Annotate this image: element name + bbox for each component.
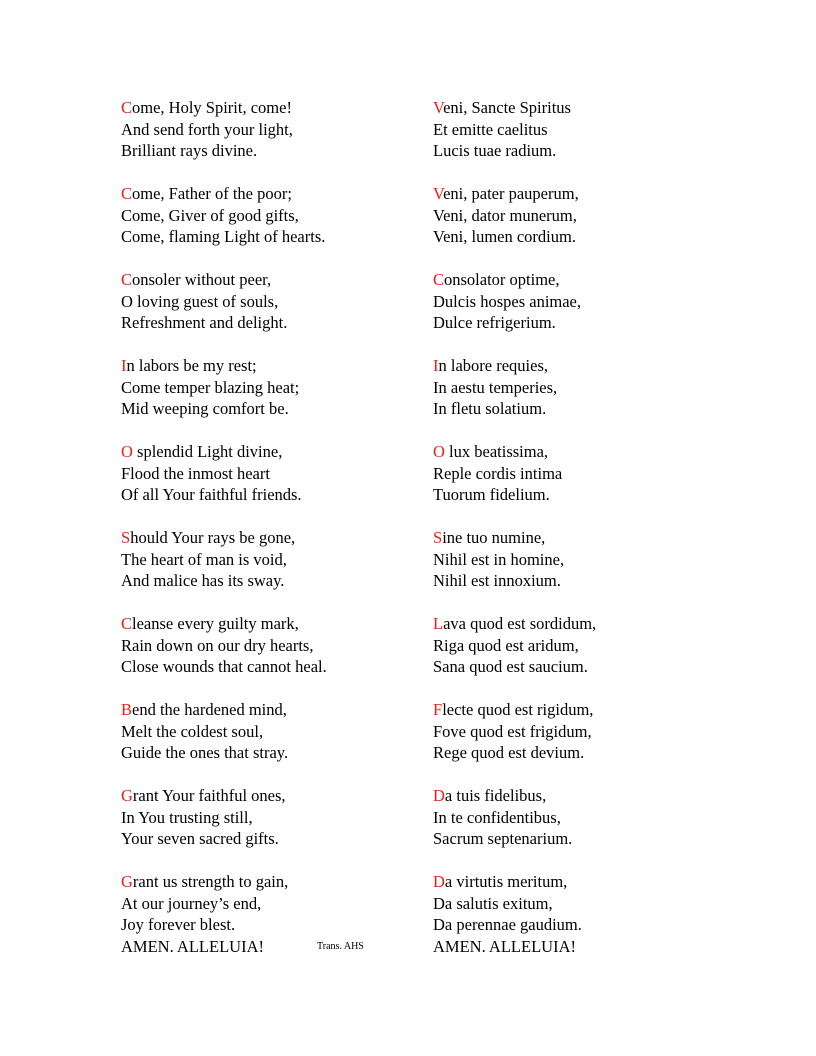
latin-closing: AMEN. ALLELUIA! [433,936,576,956]
english-stanza-initial: C [121,184,133,203]
english-verse-line [121,914,421,936]
latin-stanza [433,183,733,248]
latin-stanza [433,699,733,764]
latin-verse-text: Lucis tuae radium. [433,141,557,160]
latin-stanza [433,527,733,592]
english-verse-text: Close wounds that cannot heal. [121,657,327,676]
english-verse-line [121,205,421,227]
english-stanza-initial: C [121,270,133,289]
english-verse-line [121,463,421,485]
latin-stanza-initial: I [433,356,439,375]
english-verse-line [121,721,421,743]
english-stanza [121,613,421,678]
latin-verse-line [433,441,733,463]
english-verse-text: Come temper blazing heat; [121,377,300,397]
latin-verse-line [433,355,733,377]
english-verse-line [121,613,421,635]
english-verse-line [121,742,421,764]
english-verse-line [121,635,421,657]
latin-verse-text: Da perennae gaudium. [433,915,582,934]
english-verse-text: And malice has its sway. [121,571,285,590]
english-stanza-initial: B [121,700,133,719]
latin-verse-line [433,656,733,678]
english-verse-text: ome, Holy Spirit, come! [132,98,292,117]
english-verse-line [121,785,421,807]
latin-verse-line [433,914,733,936]
latin-verse-line [433,527,733,549]
latin-stanza-initial: V [433,184,444,203]
english-verse-text: Flood the inmost heart [121,463,270,483]
latin-stanza [433,355,733,420]
english-verse-line [121,893,421,915]
english-closing: AMEN. ALLELUIA! [121,936,264,956]
english-stanza-initial: S [121,528,131,547]
english-verse-text: onsoler without peer, [132,270,272,289]
english-verse-line [121,699,421,721]
latin-stanza-initial: V [433,98,444,117]
english-stanza [121,269,421,334]
latin-stanza-initial: D [433,872,445,891]
latin-stanza-initial: F [433,700,443,719]
english-stanza-initial: G [121,786,133,805]
english-verse-line [121,291,421,313]
latin-verse-line [433,205,733,227]
english-stanza [121,699,421,764]
latin-stanza-initial: L [433,614,444,633]
latin-verse-line [433,549,733,571]
english-verse-text: Come, flaming Light of hearts. [121,227,326,246]
english-verse-line [121,441,421,463]
english-verse-line [121,398,421,420]
english-verse-text: And send forth your light, [121,119,293,139]
latin-stanza-initial: D [433,786,445,805]
latin-verse-line [433,828,733,850]
english-stanza [121,97,421,162]
english-stanza-initial: G [121,872,133,891]
latin-verse-line [433,183,733,205]
english-verse-line [121,183,421,205]
latin-verse-line [433,140,733,162]
english-verse-line [121,140,421,162]
english-stanza [121,183,421,248]
latin-verse-text: In aestu temperies, [433,377,558,397]
latin-verse-text: In te confidentibus, [433,807,561,827]
english-verse-text: Brilliant rays divine. [121,141,258,160]
latin-verse-line [433,635,733,657]
latin-stanzas [433,97,733,936]
english-verse-text: splendid Light divine, [132,442,283,461]
english-stanza [121,441,421,506]
english-verse-line [121,828,421,850]
english-verse-text: Joy forever blest. [121,915,236,934]
latin-verse-text: Tuorum fidelium. [433,485,550,504]
english-verse-line [121,355,421,377]
latin-verse-line [433,463,733,485]
latin-verse-line [433,613,733,635]
english-stanza [121,527,421,592]
latin-verse-line [433,291,733,313]
latin-stanza-initial: C [433,270,445,289]
latin-stanza [433,441,733,506]
english-verse-line [121,807,421,829]
english-verse-line [121,871,421,893]
latin-verse-text: Dulce refrigerium. [433,313,556,332]
english-verse-line [121,527,421,549]
english-verse-text: O loving guest of souls, [121,291,279,311]
latin-verse-line [433,742,733,764]
translator-credit: Trans. AHS [317,941,364,952]
latin-verse-text: In fletu solatium. [433,399,547,418]
english-verse-line [121,97,421,119]
english-verse-text: end the hardened mind, [132,700,287,719]
latin-stanza [433,97,733,162]
latin-stanza [433,785,733,850]
english-verse-line [121,119,421,141]
english-verse-text: rant us strength to gain, [132,872,289,891]
english-verse-text: Of all Your faithful friends. [121,485,302,504]
latin-verse-line [433,226,733,248]
latin-verse-text: ava quod est sordidum, [443,614,597,633]
latin-verse-text: Veni, dator munerum, [433,205,577,225]
english-stanza-initial: O [121,442,133,461]
english-stanzas [121,97,421,936]
english-verse-line [121,549,421,571]
english-verse-line [121,484,421,506]
english-verse-text: Your seven sacred gifts. [121,829,279,848]
latin-stanza-initial: S [433,528,443,547]
latin-verse-line [433,807,733,829]
english-stanza [121,785,421,850]
english-verse-line [121,269,421,291]
latin-column [433,97,733,957]
latin-verse-text: Riga quod est aridum, [433,635,579,655]
latin-verse-text: eni, Sancte Spiritus [443,98,571,117]
english-stanza-initial: C [121,98,133,117]
latin-verse-text: Nihil est innoxium. [433,571,561,590]
latin-verse-line [433,377,733,399]
english-verse-text: n labors be my rest; [126,356,257,375]
english-stanza-initial: C [121,614,133,633]
english-verse-line [121,656,421,678]
english-verse-text: hould Your rays be gone, [130,528,296,547]
latin-verse-line [433,570,733,592]
latin-verse-line [433,398,733,420]
latin-verse-text: Veni, lumen cordium. [433,227,576,246]
latin-stanza [433,269,733,334]
latin-verse-text: Da salutis exitum, [433,893,553,913]
latin-verse-text: a tuis fidelibus, [444,786,547,805]
latin-verse-text: eni, pater pauperum, [443,184,579,203]
latin-verse-line [433,312,733,334]
latin-verse-text: ine tuo numine, [442,528,546,547]
latin-verse-line [433,785,733,807]
latin-verse-line [433,871,733,893]
latin-verse-line [433,721,733,743]
english-stanza-initial: I [121,356,127,375]
latin-verse-line [433,97,733,119]
latin-verse-line [433,893,733,915]
english-verse-text: In You trusting still, [121,807,253,827]
english-verse-text: leanse every guilty mark, [132,614,299,633]
latin-stanza-initial: O [433,442,445,461]
latin-verse-text: Et emitte caelitus [433,119,548,139]
latin-verse-line [433,269,733,291]
latin-verse-line [433,119,733,141]
latin-verse-text: Sana quod est saucium. [433,657,588,676]
english-verse-text: Mid weeping comfort be. [121,399,289,418]
english-stanza [121,871,421,936]
english-verse-text: ome, Father of the poor; [132,184,292,203]
english-stanza [121,355,421,420]
english-verse-text: rant Your faithful ones, [132,786,286,805]
english-verse-text: Melt the coldest soul, [121,721,264,741]
latin-verse-line [433,484,733,506]
english-verse-text: Rain down on our dry hearts, [121,635,314,655]
english-verse-text: Come, Giver of good gifts, [121,205,299,225]
latin-stanza [433,871,733,936]
latin-verse-text: onsolator optime, [444,270,560,289]
latin-verse-text: Rege quod est devium. [433,743,585,762]
latin-verse-text: Fove quod est frigidum, [433,721,592,741]
latin-stanza [433,613,733,678]
latin-verse-text: Nihil est in homine, [433,549,565,569]
latin-verse-text: Reple cordis intima [433,463,563,483]
latin-verse-text: lux beatissima, [444,442,549,461]
english-column [121,97,421,957]
latin-verse-text: n labore requies, [438,356,548,375]
english-verse-text: The heart of man is void, [121,549,287,569]
english-verse-line [121,377,421,399]
english-verse-line [121,312,421,334]
english-verse-line [121,570,421,592]
english-verse-text: Refreshment and delight. [121,313,288,332]
latin-verse-text: lecte quod est rigidum, [442,700,594,719]
latin-verse-text: Dulcis hospes animae, [433,291,582,311]
english-verse-line [121,226,421,248]
english-verse-text: Guide the ones that stray. [121,743,289,762]
latin-verse-line [433,699,733,721]
latin-verse-text: a virtutis meritum, [444,872,568,891]
english-verse-text: At our journey’s end, [121,893,262,913]
latin-verse-text: Sacrum septenarium. [433,829,573,848]
